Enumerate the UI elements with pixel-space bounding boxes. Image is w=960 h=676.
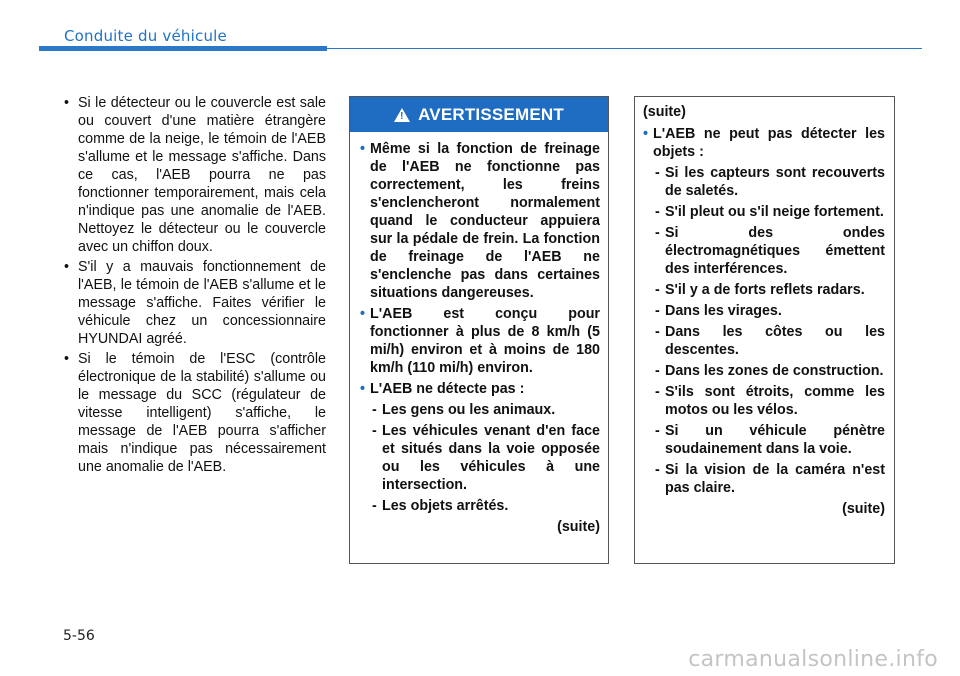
warning-header (350, 97, 608, 132)
sub-list-item: - Dans les côtes ou les descentes. (655, 324, 885, 358)
list-item: • Même si la fonction de freinage de l'AEB ne fonctionne pas correctement, les freins s'enclencheront normalement quand le conducteur appuiera sur la pédale de frein. La fonction de freinage de l'AEB ne s'enclenche pas dans certaines situations dangereuses. (360, 141, 600, 301)
bullet-dot-icon: • (64, 351, 70, 367)
sub-list-item: - S'il y a de forts reflets radars. (655, 282, 865, 298)
left-column (64, 94, 326, 478)
warning-body (350, 132, 608, 536)
sub-list-item: - Si la vision de la caméra n'est pas claire. (655, 462, 885, 496)
sub-list-item: - Si les capteurs sont recouverts de saletés. (655, 165, 885, 199)
continued-label: (suite) (842, 501, 885, 517)
list-item: • Si le détecteur ou le couvercle est sale ou couvert d'une matière étrangère comme de la neige, le témoin de l'AEB s'allume et le message s'affiche. Dans ce cas, l'AEB pourra ne pas fonctionner temporairement, mais cela n'indique pas une anomalie de l'AEB. Nettoyez le détecteur ou le couvercle avec un chiffon doux. (64, 95, 326, 255)
continuation-heading: (suite) (643, 104, 686, 120)
bullet-dot-icon: • (360, 141, 366, 157)
section-title: Conduite du véhicule (64, 27, 227, 45)
continued-label: (suite) (557, 519, 600, 535)
list-item: • L'AEB est conçu pour fonctionner à plus de 8 km/h (5 mi/h) environ et à moins de 180 km/h (110 mi/h) environ. (360, 306, 600, 376)
bullet-dot-icon: • (64, 259, 70, 275)
continuation-box (634, 96, 895, 564)
header-rule-thick (39, 46, 327, 51)
warning-box (349, 96, 609, 564)
bullet-dot-icon: • (360, 306, 366, 322)
page-number: 5-56 (63, 628, 95, 644)
list-item: • L'AEB ne détecte pas : (360, 381, 525, 397)
bullet-dot-icon: • (643, 126, 649, 142)
warning-triangle-icon: ! (394, 108, 410, 122)
sub-list-item: - Les gens ou les animaux. (372, 402, 556, 418)
list-item: • Si le témoin de l'ESC (contrôle électronique de la stabilité) s'allume ou le message du SCC (régulateur de vitesse intelligent) s'affiche, le message de l'AEB pourra s'afficher mais n'indique pas nécessairement une anomalie de l'AEB. (64, 351, 326, 475)
sub-list-item: - Si un véhicule pénètre soudainement dans la voie. (655, 423, 885, 457)
sub-list-item: - Si des ondes électromagnétiques émettent des interférences. (655, 225, 885, 277)
sub-list-item: - S'ils sont étroits, comme les motos ou les vélos. (655, 384, 885, 418)
bullet-dot-icon: • (360, 381, 366, 397)
sub-list-item: - Dans les zones de construction. (655, 363, 884, 379)
sub-list-item: - S'il pleut ou s'il neige fortement. (655, 204, 884, 220)
list-item: • L'AEB ne peut pas détecter les objets : (643, 126, 885, 160)
sub-list-item: - Les objets arrêtés. (372, 498, 509, 514)
sub-list-item: - Dans les virages. (655, 303, 782, 319)
watermark: carmanualsonline.info (688, 647, 938, 672)
bullet-dot-icon: • (64, 95, 70, 111)
list-item: • S'il y a mauvais fonctionnement de l'AEB, le témoin de l'AEB s'allume et le message s'affiche. Faites vérifier le véhicule chez un concessionnaire HYUNDAI agréé. (64, 259, 326, 347)
warning-title: AVERTISSEMENT (418, 104, 564, 124)
header-rule-thin (327, 48, 922, 49)
sub-list-item: - Les véhicules venant d'en face et situés dans la voie opposée ou les véhicules à une intersection. (372, 423, 600, 493)
